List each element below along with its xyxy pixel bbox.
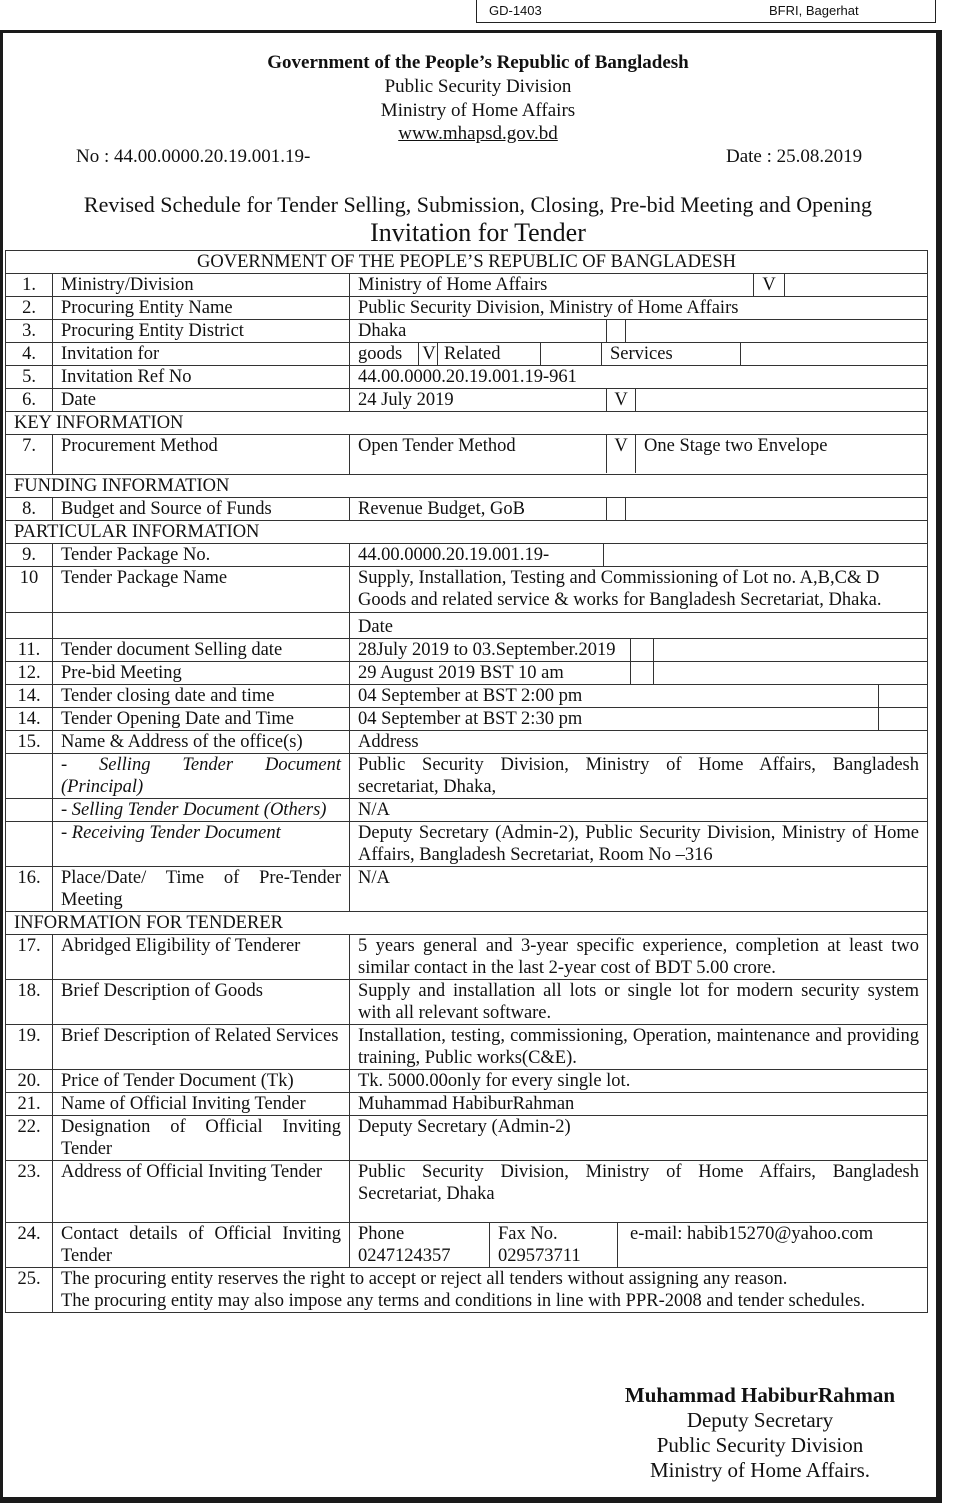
row-number [6,799,53,822]
row-value: Public Security Division, Ministry of Home Affairs, Bangladesh Secretariat, Dhaka [350,1161,928,1223]
row-label: - Selling Tender Document (Principal) [53,754,350,799]
row-label: Invitation for [53,343,350,366]
row-number: 24. [6,1223,53,1268]
table-row [6,320,928,343]
empty-box [631,639,654,661]
table-row [6,1268,928,1313]
related-option: Related [437,343,541,365]
row-value: Installation, testing, commissioning, Operation, maintenance and providing training, Public works(C&E). [350,1025,928,1070]
row-value: Muhammad HabiburRahman [350,1093,928,1116]
gov-title: Government of the People’s Republic of Bangladesh [267,52,689,73]
row-label: Brief Description of Related Services [53,1025,350,1070]
tick-mark: V [607,389,636,411]
row-number: 18. [6,980,53,1025]
phone-label: Phone [358,1224,405,1244]
tick-mark: V [754,274,785,296]
signatory-ministry: Ministry of Home Affairs. [649,1458,871,1482]
section-heading-row [6,521,928,544]
row-value-cell [53,1268,928,1313]
row-number: 15. [6,731,53,754]
row-value: Open Tender Method [350,435,607,473]
terms-line-2: The procuring entity may also impose any terms and conditions in line with PPR-2008 and tender schedules. [61,1291,866,1311]
row-value-cell [350,274,928,297]
row-number: 10 [6,567,53,613]
tender-stage: One Stage two Envelope [644,436,828,456]
row-value: Address [350,731,928,754]
row-number: 14. [6,708,53,731]
section-heading: PARTICULAR INFORMATION [6,521,928,544]
row-label: Tender document Selling date [53,639,350,662]
row-value: Deputy Secretary (Admin-2) [350,1116,928,1161]
row-number: 21. [6,1093,53,1116]
table-row [6,708,928,731]
table-row [6,274,928,297]
table-banner-row [6,251,928,274]
row-number: 6. [6,389,53,412]
table-row [6,639,928,662]
row-value: N/A [350,867,928,912]
row-number: 5. [6,366,53,389]
row-value-cell [350,685,928,708]
row-label: Ministry/Division [53,274,350,297]
row-value: 44.00.0000.20.19.001.19-961 [350,366,928,389]
notice-subtitle: Revised Schedule for Tender Selling, Submission, Closing, Pre-bid Meeting and Opening [83,192,873,217]
email-address: e-mail: habib15270@yahoo.com [618,1223,928,1268]
website-link[interactable]: www.mhapsd.gov.bd [398,123,558,144]
row-number [6,822,53,867]
row-number: 20. [6,1070,53,1093]
row-value: 29 August 2019 BST 10 am [350,662,631,684]
row-number: 3. [6,320,53,343]
row-label: Procurement Method [53,435,350,475]
row-number: 17. [6,935,53,980]
row-value: Revenue Budget, GoB [350,498,607,520]
row-label: Tender closing date and time [53,685,350,708]
row-label [53,613,350,639]
row-value: Dhaka [350,320,607,342]
table-row [6,731,928,754]
phone-number: 0247124357 [358,1246,451,1266]
row-value-cell [350,435,928,475]
table-row [6,567,928,613]
ministry-name: Ministry of Home Affairs [380,100,576,121]
signatory-division: Public Security Division [656,1433,864,1457]
row-value: N/A [350,799,928,822]
row-label: Designation of Official Inviting Tender [53,1116,350,1161]
row-value: 24 July 2019 [350,389,607,411]
empty-box [607,320,626,342]
row-label: Name & Address of the office(s) [53,731,350,754]
row-number: 16. [6,867,53,912]
table-row [6,980,928,1025]
row-number: 2. [6,297,53,320]
row-number: 8. [6,498,53,521]
fax-number: 029573711 [498,1246,581,1266]
reference-number: No : 44.00.0000.20.19.001.19- [76,146,311,167]
tick-mark: V [422,344,436,364]
row-number: 11. [6,639,53,662]
row-value: Public Security Division, Ministry of Home Affairs, Bangladesh secretariat, Dhaka, [350,754,928,799]
section-heading: INFORMATION FOR TENDERER [6,912,928,935]
row-number: 19. [6,1025,53,1070]
section-heading-row [6,412,928,435]
table-row [6,498,928,521]
phone-cell [350,1223,490,1268]
date-column-header: Date [350,613,928,639]
row-number: 4. [6,343,53,366]
row-number: 7. [6,435,53,475]
row-number: 23. [6,1161,53,1223]
row-number [6,754,53,799]
row-label: Address of Official Inviting Tender [53,1161,350,1223]
table-row [6,366,928,389]
row-value-cell [350,662,928,685]
fax-cell [490,1223,618,1268]
row-label: Tender Package Name [53,567,350,613]
row-value: Deputy Secretary (Admin-2), Public Security Division, Ministry of Home Affairs, Bangladesh Secretariat, Room No –316 [350,822,928,867]
row-label: Contact details of Official Inviting Tender [53,1223,350,1268]
row-label: Invitation Ref No [53,366,350,389]
terms-line-1: The procuring entity reserves the right to accept or reject all tenders without assigning any reason. [61,1269,788,1289]
row-label: Price of Tender Document (Tk) [53,1070,350,1093]
empty-box [607,498,626,520]
row-label: Budget and Source of Funds [53,498,350,521]
row-label: Procuring Entity District [53,320,350,343]
table-row [6,662,928,685]
row-label: Pre-bid Meeting [53,662,350,685]
division-name: Public Security Division [384,76,572,97]
row-value: Tk. 5000.00only for every single lot. [350,1070,928,1093]
row-label: Abridged Eligibility of Tenderer [53,935,350,980]
table-row [6,1070,928,1093]
table-row [6,1223,928,1268]
ad-code: GD-1403 [489,3,542,18]
row-number: 14. [6,685,53,708]
row-number: 12. [6,662,53,685]
table-row [6,799,928,822]
goods-option: goods [350,343,419,365]
ad-source: BFRI, Bagerhat [769,3,859,18]
row-value-cell [350,343,928,366]
row-value-cell [350,498,928,521]
row-value: Public Security Division, Ministry of Home Affairs [350,297,928,320]
table-banner: GOVERNMENT OF THE PEOPLE’S REPUBLIC OF BANGLADESH [6,251,928,274]
table-row [6,1025,928,1070]
row-value: 28July 2019 to 03.September.2019 [350,639,631,661]
row-value: Supply, Installation, Testing and Commissioning of Lot no. A,B,C& D Goods and related service & works for Bangladesh Secretariat, Dhaka. [350,567,928,613]
section-heading: FUNDING INFORMATION [6,475,928,498]
row-value: 04 September at BST 2:00 pm [350,685,879,707]
row-label: Name of Official Inviting Tender [53,1093,350,1116]
row-value: Ministry of Home Affairs [350,274,754,296]
table-row [6,544,928,567]
table-row [6,822,928,867]
fax-label: Fax No. [498,1224,558,1244]
table-row [6,1093,928,1116]
row-label: Date [53,389,350,412]
row-value: 44.00.0000.20.19.001.19- [350,544,604,566]
empty-box [631,662,654,684]
row-label: Brief Description of Goods [53,980,350,1025]
row-label: Procuring Entity Name [53,297,350,320]
top-strip [476,0,936,23]
row-label: Place/Date/ Time of Pre-Tender Meeting [53,867,350,912]
table-row [6,343,928,366]
row-number: 1. [6,274,53,297]
table-row [6,389,928,412]
tender-table [5,250,928,1313]
table-row [6,435,928,475]
services-option: Services [602,343,741,365]
row-value: 04 September at BST 2:30 pm [350,708,879,730]
table-row [6,754,928,799]
table-row [6,685,928,708]
row-number: 25. [6,1268,53,1313]
row-value-cell [350,320,928,343]
row-label: Tender Opening Date and Time [53,708,350,731]
row-value-cell [350,639,928,662]
table-row [6,297,928,320]
row-value-cell [350,389,928,412]
table-row [6,935,928,980]
table-row [6,867,928,912]
row-number: 9. [6,544,53,567]
row-value: 5 years general and 3-year specific experience, completion at least two similar contact in the last 2-year cost of BDT 5.00 crore. [350,935,928,980]
table-row [6,1116,928,1161]
notice-date: Date : 25.08.2019 [726,146,863,167]
row-number: 22. [6,1116,53,1161]
row-label: Tender Package No. [53,544,350,567]
section-heading-row [6,912,928,935]
row-label: - Selling Tender Document (Others) [53,799,350,822]
section-heading: KEY INFORMATION [6,412,928,435]
table-row [6,613,928,639]
empty-box [541,343,602,365]
signatory-designation: Deputy Secretary [686,1408,834,1432]
section-heading-row [6,475,928,498]
row-number [6,613,53,639]
row-value-cell [350,544,928,567]
tick-mark: V [607,435,636,473]
row-value-cell [350,708,928,731]
table-row [6,1161,928,1223]
row-value: Supply and installation all lots or single lot for modern security system with all relevant software. [350,980,928,1025]
signatory-name: Muhammad HabiburRahman [624,1383,896,1407]
row-label: - Receiving Tender Document [53,822,350,867]
notice-title: Invitation for Tender [370,218,586,247]
